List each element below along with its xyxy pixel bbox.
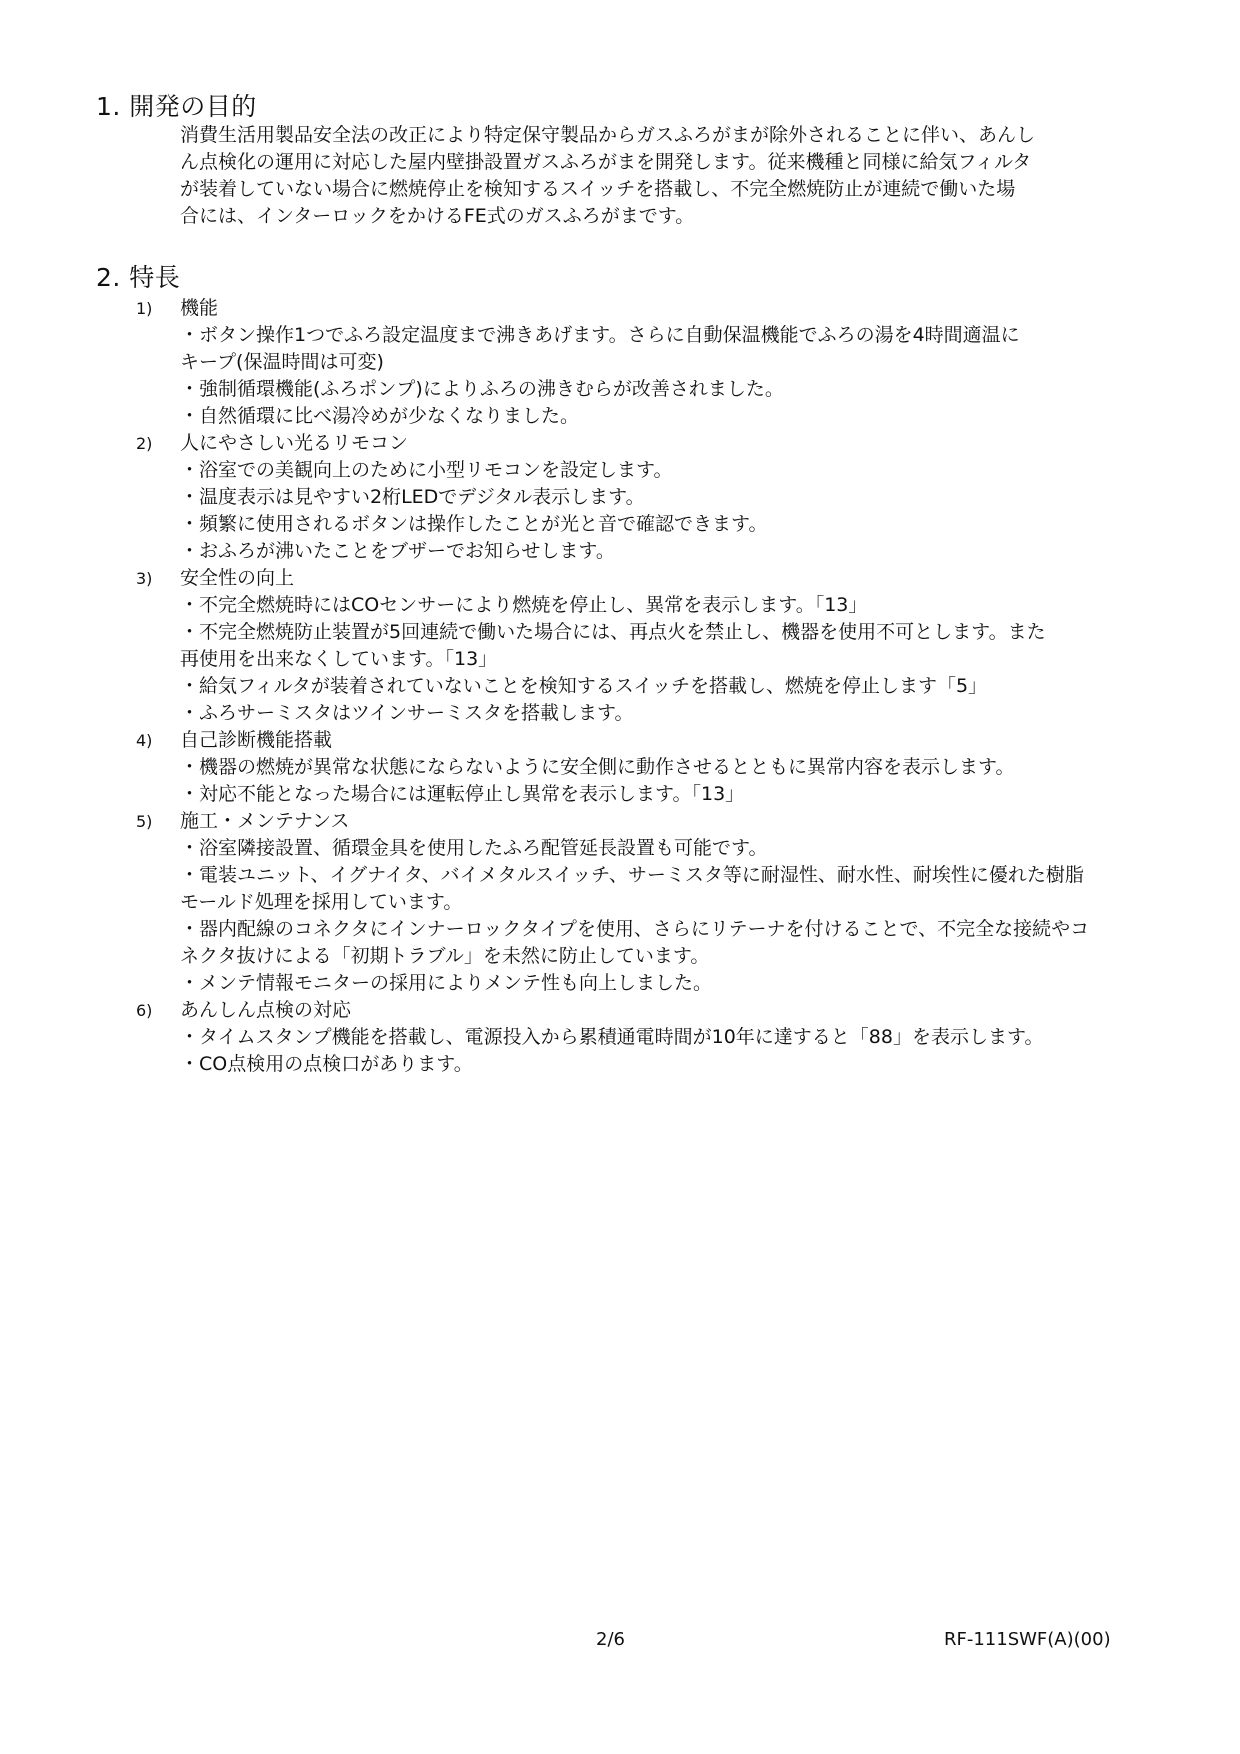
item-line: ・温度表示は見やすい2桁LEDでデジタル表示します。 xyxy=(180,486,645,508)
item-line: ・浴室での美観向上のために小型リモコンを設定します。 xyxy=(180,459,673,481)
item-line: ・タイムスタンプ機能を搭載し、電源投入から累積通電時間が10年に達すると「88」を表示します。 xyxy=(180,1026,1044,1048)
item-line: ・頻繁に使用されるボタンは操作したことが光と音で確認できます。 xyxy=(180,513,768,535)
item-line: ・おふろが沸いたことをブザーでお知らせします。 xyxy=(180,540,615,562)
item-title: 自己診断機能搭載 xyxy=(180,729,333,751)
item-line: ・給気フィルタが装着されていないことを検知するスイッチを搭載し、燃焼を停止します「5」 xyxy=(180,675,988,697)
item-line: ・対応不能となった場合には運転停止し異常を表示します。「13」 xyxy=(180,783,745,805)
item-number: 6) xyxy=(136,1001,153,1020)
paragraph-line: が装着していない場合に燃焼停止を検知するスイッチを搭載し、不完全燃焼防止が連続で働いた場 xyxy=(180,178,1016,200)
item-number: 5) xyxy=(136,812,153,831)
item-line: ・自然循環に比べ湯冷めが少なくなりました。 xyxy=(180,405,580,427)
item-title: 安全性の向上 xyxy=(180,567,295,589)
item-line: ・器内配線のコネクタにインナーロックタイプを使用、さらにリテーナを付けることで、不完全な接続やコ xyxy=(180,918,1090,940)
item-line: ・不完全燃焼時にはCOセンサーにより燃焼を停止し、異常を表示します。「13」 xyxy=(180,594,868,616)
item-title: 施工・メンテナンス xyxy=(180,810,350,832)
paragraph-line: 合には、インターロックをかけるFE式のガスふろがまです。 xyxy=(180,205,695,227)
item-number: 2) xyxy=(136,434,153,453)
item-line: ネクタ抜けによる「初期トラブル」を未然に防止しています。 xyxy=(180,945,710,967)
item-line: 再使用を出来なくしています。「13」 xyxy=(180,648,498,670)
item-title: 機能 xyxy=(180,297,219,319)
page-number: 2/6 xyxy=(596,1629,625,1650)
item-title: 人にやさしい光るリモコン xyxy=(180,432,409,454)
item-line: ・電装ユニット、イグナイタ、バイメタルスイッチ、サーミスタ等に耐湿性、耐水性、耐埃性に優れた樹脂 xyxy=(180,864,1084,886)
item-number: 4) xyxy=(136,731,153,750)
document-code: RF-111SWF(A)(00) xyxy=(944,1629,1111,1650)
item-number: 3) xyxy=(136,569,153,588)
section-heading-features: 2. 特長 xyxy=(96,263,181,292)
item-line: ・ボタン操作1つでふろ設定温度まで沸きあげます。さらに自動保温機能でふろの湯を4時間適温に xyxy=(180,324,1020,346)
item-title: あんしん点検の対応 xyxy=(180,999,352,1021)
item-line: キープ(保温時間は可変) xyxy=(180,351,384,373)
item-line: ・ふろサーミスタはツインサーミスタを搭載します。 xyxy=(180,702,634,724)
item-number: 1) xyxy=(136,299,153,318)
purpose-paragraph xyxy=(180,122,1160,230)
item-line: ・不完全燃焼防止装置が5回連続で働いた場合には、再点火を禁止し、機器を使用不可とします。また xyxy=(180,621,1046,643)
item-line: モールド処理を採用しています。 xyxy=(180,891,463,913)
item-line: ・浴室隣接設置、循環金具を使用したふろ配管延長設置も可能です。 xyxy=(180,837,768,859)
paragraph-line: ん点検化の運用に対応した屋内壁掛設置ガスふろがまを開発します。従来機種と同様に給気フィルタ xyxy=(180,151,1032,173)
item-line: ・強制循環機能(ふろポンプ)によりふろの沸きむらが改善されました。 xyxy=(180,378,784,400)
paragraph-line: 消費生活用製品安全法の改正により特定保守製品からガスふろがまが除外されることに伴い、あんし xyxy=(180,124,1036,146)
item-line: ・メンテ情報モニターの採用によりメンテ性も向上しました。 xyxy=(180,972,713,994)
item-line: ・機器の燃焼が異常な状態にならないように安全側に動作させるとともに異常内容を表示します。 xyxy=(180,756,1015,778)
item-line: ・CO点検用の点検口があります。 xyxy=(180,1053,473,1075)
section-heading-purpose: 1. 開発の目的 xyxy=(96,92,257,121)
